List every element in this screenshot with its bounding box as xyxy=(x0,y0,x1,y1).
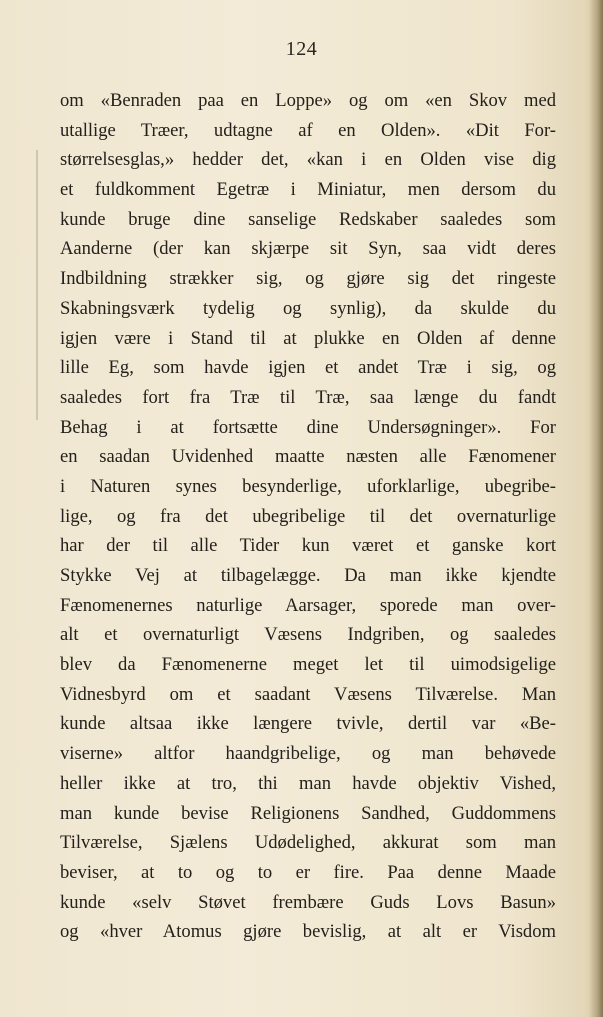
text-line: lille Eg, som havde igjen et andet Træ i sig, og xyxy=(60,357,556,379)
text-line: man kunde bevise Religionens Sandhed, Guddommens xyxy=(60,802,556,824)
text-line: i Naturen synes besynderlige, uforklarlige, ubegribe- xyxy=(60,475,556,497)
text-line: lige, og fra det ubegribelige til det overnaturlige xyxy=(60,505,556,527)
text-line: størrelsesglas,» hedder det, «kan i en Olden vise dig xyxy=(60,149,556,171)
text-line: Tilværelse, Sjælens Udødelighed, akkurat som man xyxy=(60,832,556,854)
text-line: Aanderne (der kan skjærpe sit Syn, saa vidt deres xyxy=(60,238,556,260)
text-line: heller ikke at tro, thi man havde objektiv Vished, xyxy=(60,772,556,794)
text-line: igjen være i Stand til at plukke en Olden af denne xyxy=(60,327,556,349)
text-line: Fænomenernes naturlige Aarsager, sporede man over- xyxy=(60,594,556,616)
text-line: beviser, at to og to er fire. Paa denne Maade xyxy=(60,861,556,883)
text-line: kunde altsaa ikke længere tvivle, dertil var «Be- xyxy=(60,713,556,735)
text-line: har der til alle Tider kun været et ganske kort xyxy=(60,535,556,557)
text-line: saaledes fort fra Træ til Træ, saa længe du fandt xyxy=(60,386,556,408)
text-line: viserne» altfor haandgribelige, og man behøvede xyxy=(60,743,556,765)
text-line: utallige Træer, udtagne af en Olden». «Dit For- xyxy=(60,119,556,141)
text-line: Skabningsværk tydelig og synlig), da skulde du xyxy=(60,297,556,319)
text-line: Behag i at fortsætte dine Undersøgninger». For xyxy=(60,416,556,438)
text-line: og «hver Atomus gjøre bevislig, at alt er Visdom xyxy=(60,921,556,943)
text-line: Indbildning strækker sig, og gjøre sig det ringeste xyxy=(60,268,556,290)
text-line: Vidnesbyrd om et saadant Væsens Tilværelse. Man xyxy=(60,683,556,705)
text-line: alt et overnaturligt Væsens Indgriben, og saaledes xyxy=(60,624,556,646)
text-line: om «Benraden paa en Loppe» og om «en Skov med xyxy=(60,90,556,111)
text-line: Stykke Vej at tilbagelægge. Da man ikke kjendte xyxy=(60,565,556,586)
page-edge-shadow xyxy=(589,0,603,1017)
text-line: blev da Fænomenerne meget let til uimodsigelige xyxy=(60,654,556,676)
text-line: kunde «selv Støvet frembære Guds Lovs Basun» xyxy=(60,891,556,913)
text-line: en saadan Uvidenhed maatte næsten alle Fænomener xyxy=(60,446,556,468)
body-text xyxy=(60,86,556,947)
bleed-through-mark xyxy=(36,150,38,420)
text-line: et fuldkomment Egetræ i Miniatur, men dersom du xyxy=(60,179,556,201)
page-number: 124 xyxy=(285,38,318,60)
text-line: kunde bruge dine sanselige Redskaber saaledes som xyxy=(60,208,556,230)
